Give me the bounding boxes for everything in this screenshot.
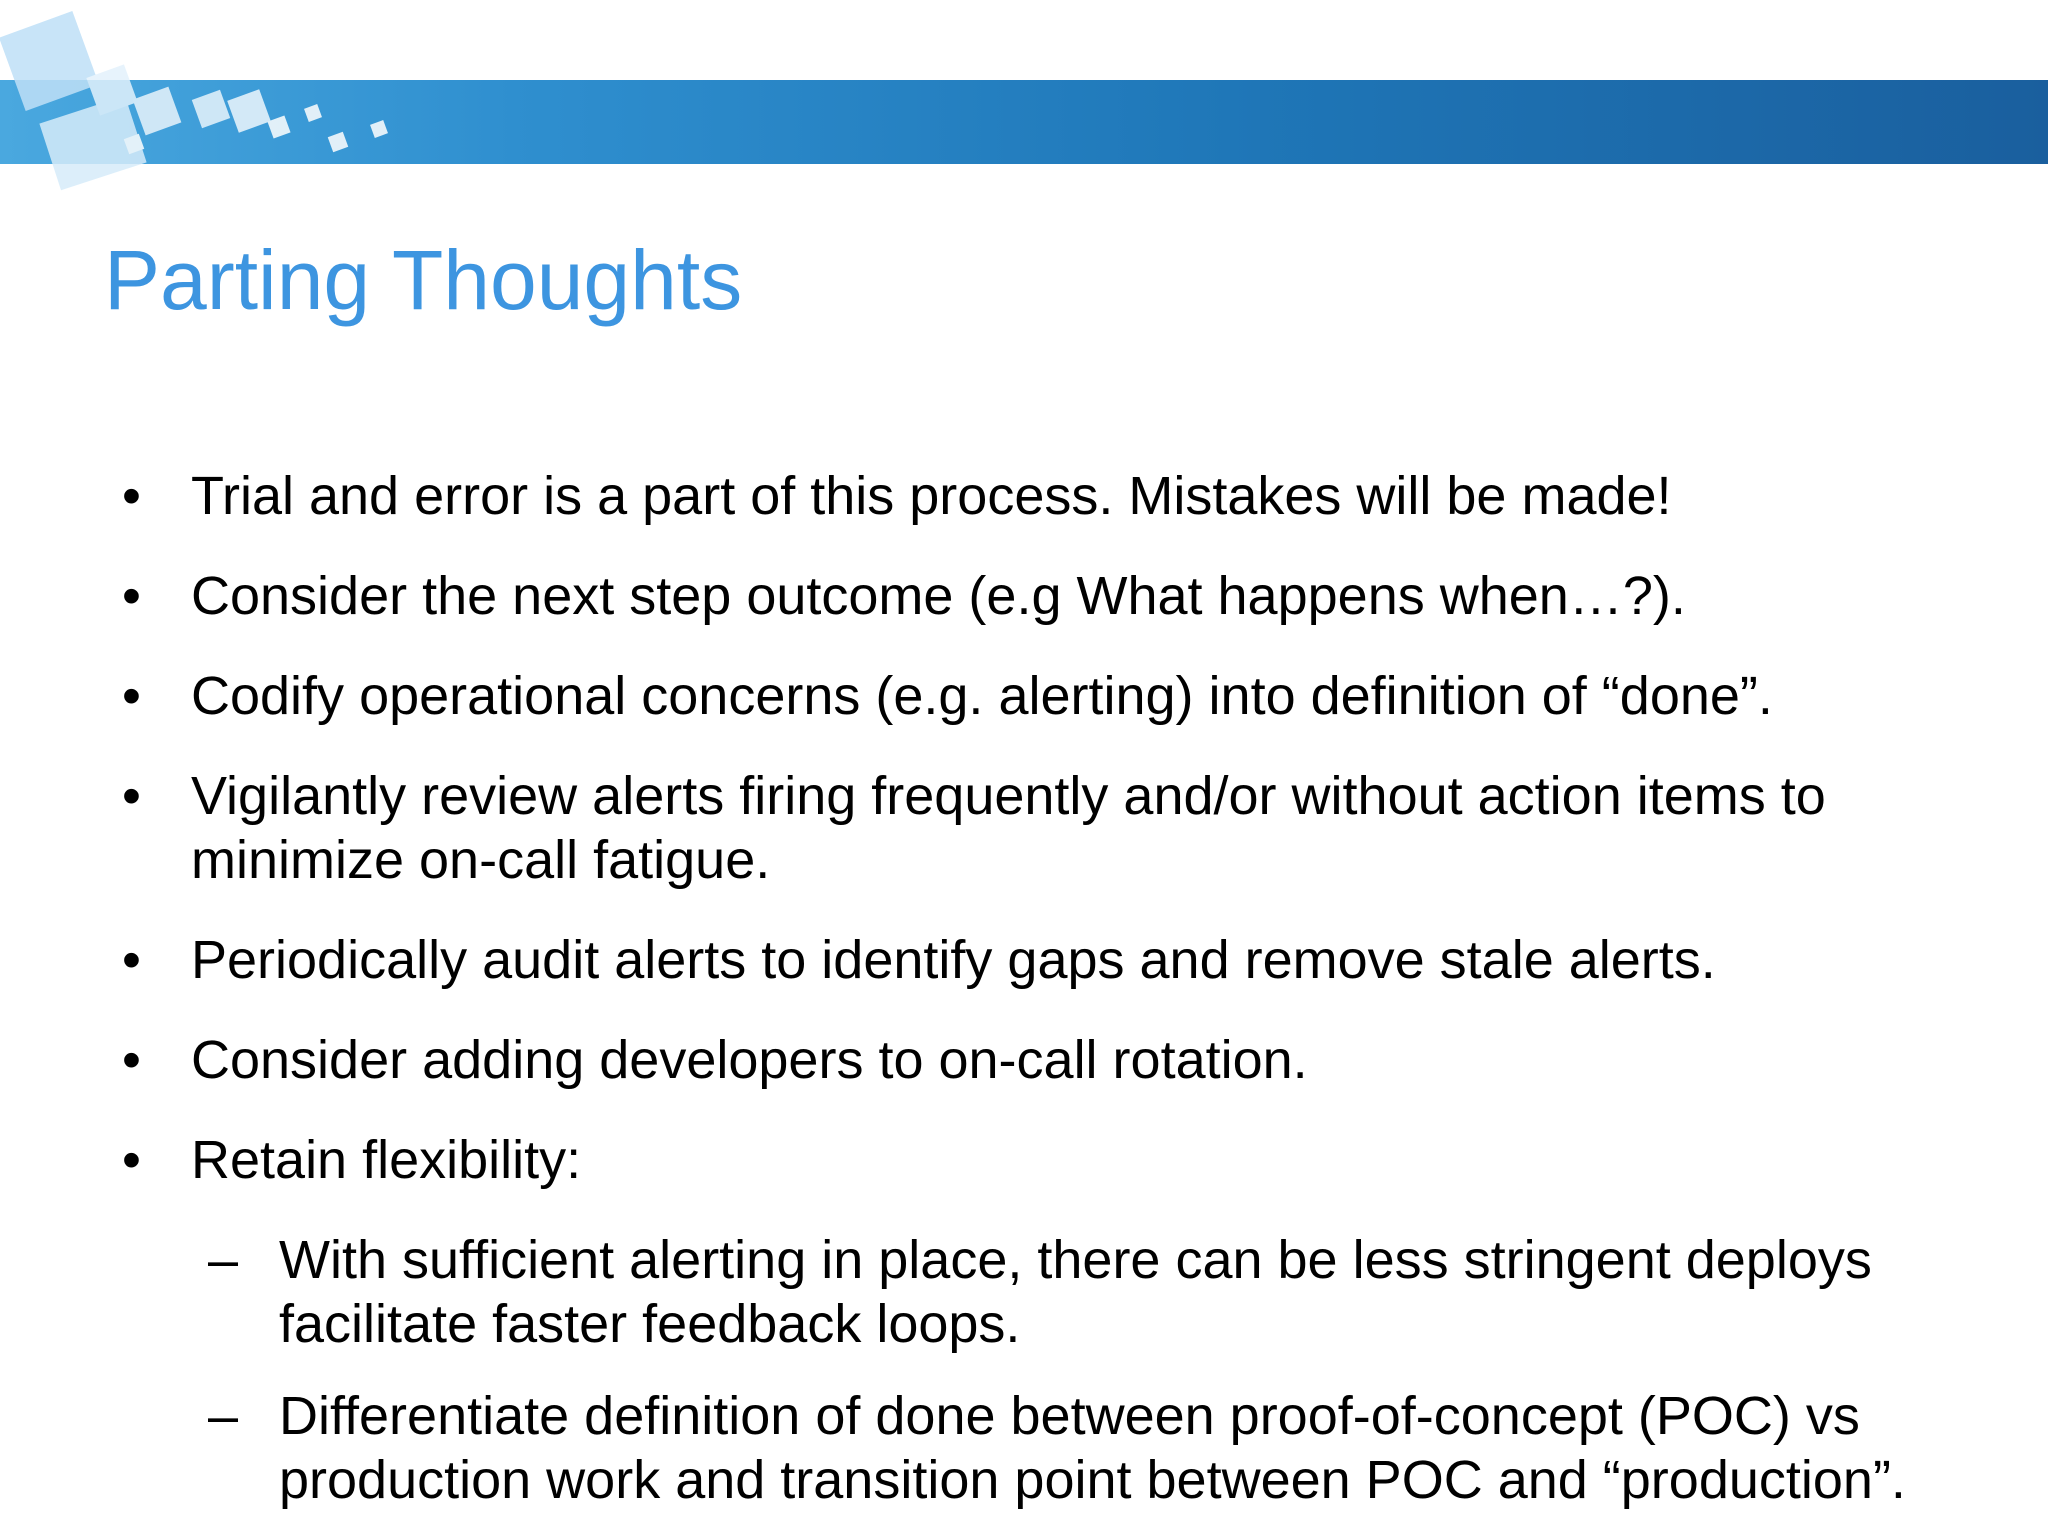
sub-bullet-marker: –: [208, 1386, 239, 1446]
bullet-marker: •: [122, 566, 141, 626]
decor-square: [267, 115, 290, 138]
decor-square: [227, 89, 271, 133]
decorative-squares: [0, 0, 420, 200]
decor-square: [370, 120, 388, 138]
bullet-item: Trial and error is a part of this process. Mistakes will be made!: [191, 466, 1672, 526]
bullet-marker: •: [122, 930, 141, 990]
bullet-item: Codify operational concerns (e.g. alerting) into definition of “done”.: [191, 666, 1773, 726]
decor-square: [328, 132, 349, 153]
sub-bullet-item: With sufficient alerting in place, there can be less stringent deploys facilitate faster feedback loops.: [279, 1230, 1872, 1354]
bullet-marker: •: [122, 466, 141, 526]
bullet-marker: •: [122, 1130, 141, 1190]
bullet-marker: •: [122, 1030, 141, 1090]
bullet-item: Consider the next step outcome (e.g What happens when…?).: [191, 566, 1686, 626]
bullet-item: Vigilantly review alerts firing frequently and/or without action items to minimize on-call fatigue.: [191, 766, 1826, 890]
bullet-marker: •: [122, 666, 141, 726]
bullet-item: Retain flexibility:: [191, 1130, 582, 1190]
sub-bullet-item: Differentiate definition of done between proof-of-concept (POC) vs production work and transition point between POC and “production”.: [279, 1386, 1906, 1510]
decor-square: [304, 104, 322, 122]
bullet-item: Periodically audit alerts to identify gaps and remove stale alerts.: [191, 930, 1716, 990]
bullet-item: Consider adding developers to on-call rotation.: [191, 1030, 1308, 1090]
bullet-marker: •: [122, 766, 141, 826]
sub-bullet-marker: –: [208, 1230, 239, 1290]
slide-title: Parting Thoughts: [104, 233, 743, 327]
decor-square: [0, 11, 99, 111]
decor-square: [192, 90, 230, 128]
decor-square: [133, 87, 182, 136]
